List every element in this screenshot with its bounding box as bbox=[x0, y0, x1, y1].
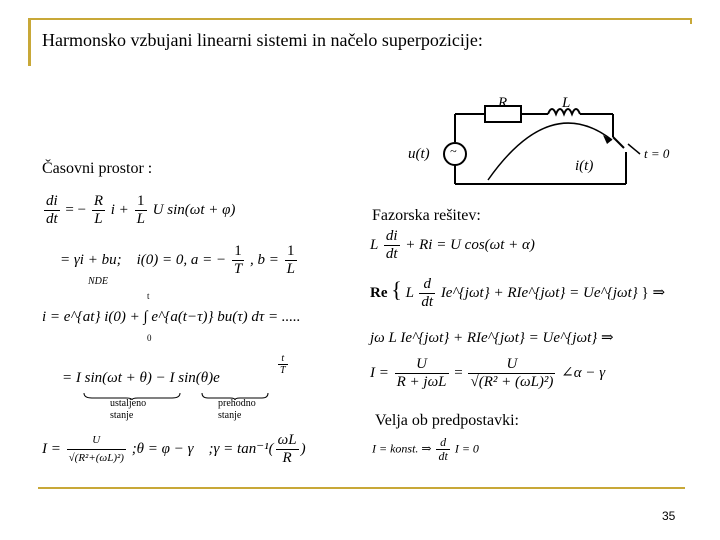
section-time-domain: Časovni prostor : bbox=[42, 160, 153, 177]
circuit-label-t0: t = 0 bbox=[644, 146, 670, 161]
rl-circuit-diagram bbox=[400, 92, 690, 192]
assumption-eq: I = konst. ⇒ $\frac{d}{dt}$ I = 0 bbox=[372, 435, 479, 463]
time-eq-2: = γi + bu; i(0) = 0, a = − $\frac{1}{T}$ , b = $\frac{1}{L}$ bbox=[60, 243, 295, 277]
nde-label: NDE bbox=[88, 276, 108, 287]
phasor-eq-2: Re { L $\frac{d}{dt}$ Ie^{jωt} + RIe^{jωt} = Ue^{jωt} } ⇒ bbox=[370, 276, 666, 310]
footer-line bbox=[38, 487, 685, 489]
page-number: 35 bbox=[662, 509, 676, 523]
circuit-label-l: L bbox=[562, 95, 571, 111]
circuit-source-symbol: ~ bbox=[450, 144, 457, 158]
transient-label-1: prehodno bbox=[218, 398, 256, 409]
top-border bbox=[28, 18, 692, 20]
steady-state-label-1: ustaljeno bbox=[110, 398, 147, 409]
circuit-label-r: R bbox=[498, 95, 508, 111]
phasor-eq-3: jω L Ie^{jωt} + RIe^{jωt} = Ue^{jωt} ⇒ bbox=[370, 330, 614, 346]
right-border-accent bbox=[690, 18, 692, 24]
phasor-eq-4: I = $\frac{U}{\text{R + jωL}}$ = $\frac{U}{\text{√(R² + (ωL)²)}}$ ∠α − γ bbox=[370, 356, 606, 390]
time-eq-1: $\frac{di}{dt}$ = − $\frac{R}{L}$ i + $\frac{1}{L}$ U sin(ωt + φ) bbox=[46, 193, 236, 227]
slide-title: Harmonsko vzbujani linearni sistemi in načelo superpozicije: bbox=[42, 30, 483, 50]
time-eq-3: i = e^{at} i(0) + ∫ e^{a(t−τ)} bu(τ) dτ = ..... bbox=[42, 309, 301, 325]
circuit-label-u: u(t) bbox=[408, 146, 430, 162]
circuit-label-i: i(t) bbox=[575, 158, 594, 174]
section-assumption: Velja ob predpostavki: bbox=[375, 412, 519, 429]
phasor-eq-1: L $\frac{di}{dt}$ + Ri = U cos(ωt + α) bbox=[370, 228, 535, 262]
transient-label-2: stanje bbox=[218, 410, 242, 421]
time-eq-5: I = $\frac{U}{\text{√(R²+(ωL)²)}}$ ;θ = φ − γ ;γ = tan⁻¹( $\frac{\omega L}{R}$ ) bbox=[42, 432, 306, 466]
steady-state-label-2: stanje bbox=[110, 410, 134, 421]
left-border-accent bbox=[28, 18, 31, 66]
time-eq-4: = I sin(ωt + θ) − I sin(θ)e bbox=[62, 370, 220, 386]
section-phasor: Fazorska rešitev: bbox=[372, 207, 481, 224]
time-eq-4-exponent: $\frac{t}{T}$ bbox=[280, 353, 286, 376]
integral-lower-limit: 0 bbox=[147, 333, 152, 343]
integral-upper-limit: t bbox=[147, 291, 150, 301]
